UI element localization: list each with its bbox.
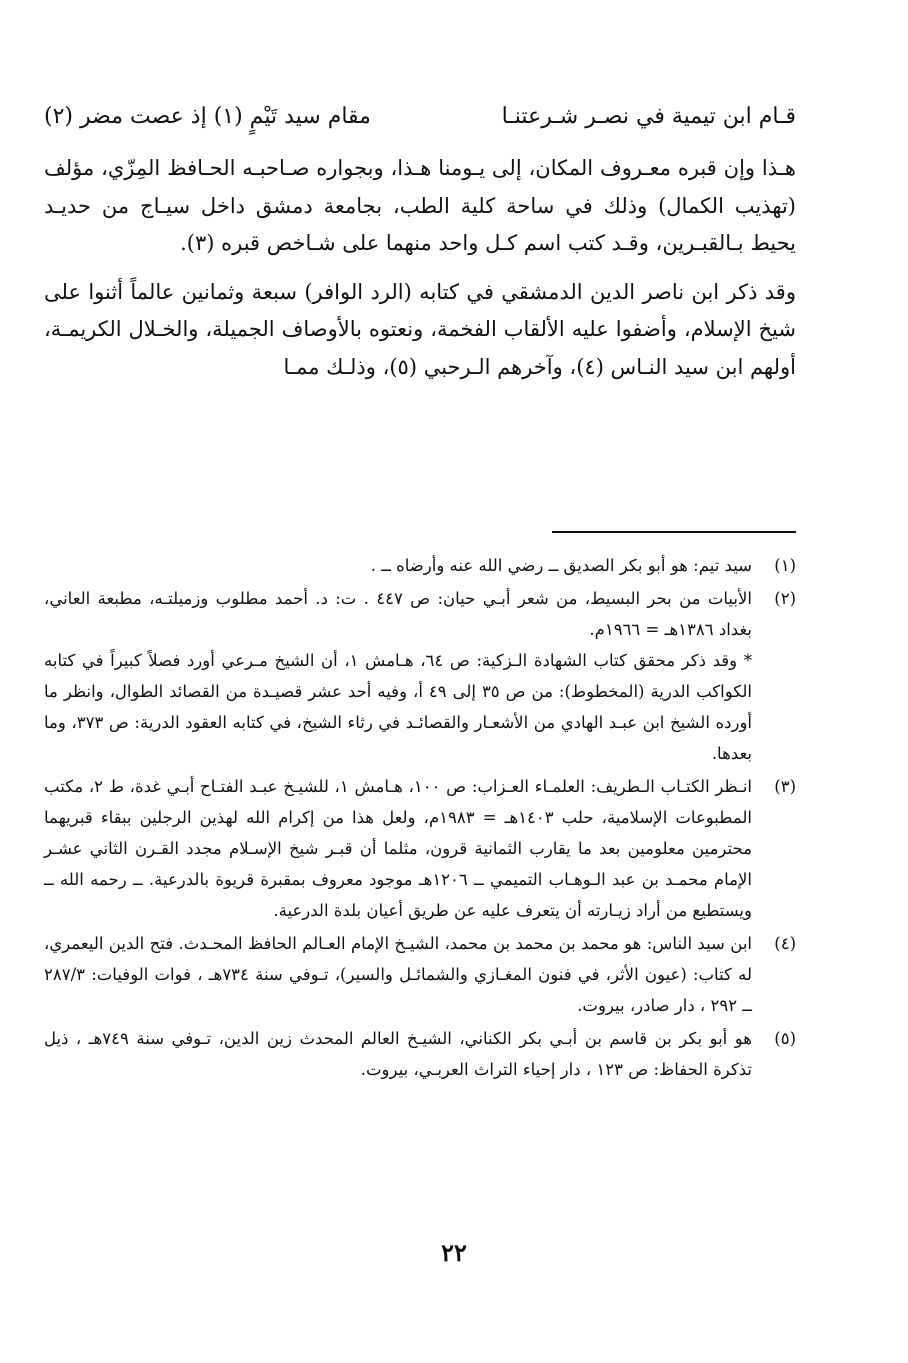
paragraph-scholars: وقد ذكر ابن ناصر الدين الدمشقي في كتابه (الرد الوافر) سبعة وثمانين عالماً أثنوا على شيخ الإسلام، وأضفوا عليه الألقاب الفخمة، ونعتوه بالأوصاف الجميلة، والخـلال الكريمـة، أولهم ابن سيد النـاس (٤)، وآخرهم الـرحبي (٥)، وذلـك ممـا bbox=[44, 279, 796, 379]
footnote-line: انـظر الكتـاب الـطريف: العلمـاء العـزاب: ص ١٠٠، هـامش ١، للشيـخ عبـد الفتـاح أبـي غدة، ط ٢، مكتب المطبوعات الإسلامية، حلب ١٤٠٣هـ = ١٩٨٣م، ولعل هذا من إكرام الله لهذين الرجلين ببقاء قبريهما محترمين معلومين بعد ما يقارب الثمانية قرون، مثلما أن قبـر شيخ الإسـلام مجدد القـرن الثاني عشـر الإمام محمـد بن عبد الـوهـاب التميمي ــ ١٢٠٦هـ موجود معروف بمقبرة قريوة بالدرعية. ــ رحمه الله ــ ويستطيع من أراد زيـارته أن يتعرف عليه عن طريق أعيان بلدة الدرعية. bbox=[44, 777, 753, 920]
page-number: ٢٢ bbox=[441, 1238, 467, 1267]
footnote-text bbox=[44, 550, 752, 581]
main-text bbox=[44, 96, 796, 386]
footnote-line: سيد تيم: هو أبو بكر الصديق ــ رضي الله عنه وأرضاه ــ . bbox=[370, 556, 752, 575]
paragraph-grave: هـذا وإن قبره معـروف المكان، إلى يـومنا هـذا، وبجواره صـاحبـه الحـافظ المِزّي، مؤلف (تهذيب الكمال) وذلك في ساحة كلية الطب، بجامعة دمشق داخل سيـاج من حديـد يحيط بـالقبـرين، وقـد كتب اسم كـل واحد منهما على شـاخص قبره (٣). bbox=[44, 156, 796, 255]
footnote-number: (١) bbox=[774, 556, 796, 575]
verse-second-hemistich: مقام سيد تَيْمٍ (١) إذ عصت مضر (٢) bbox=[44, 104, 371, 129]
footnote-number: (٢) bbox=[774, 589, 796, 608]
footnote-line: هو أبو بكر بن قاسم بن أبـي بكر الكناني، الشيـخ العالم المحدث زين الدين، تـوفي سنة ٧٤٩هـ ، ذيل تذكرة الحفاظ: ص ١٢٣ ، دار إحياء التراث العربـي، بيروت. bbox=[44, 1029, 752, 1079]
footnote-text bbox=[44, 928, 752, 1021]
footnote-text bbox=[44, 1023, 752, 1085]
verse-first-hemistich: قـام ابن تيمية في نصـر شـرعتنـا bbox=[501, 104, 796, 129]
footnote-3 bbox=[44, 771, 796, 926]
footnote-1 bbox=[44, 550, 796, 581]
footnote-number: (٥) bbox=[774, 1029, 796, 1048]
footnotes bbox=[44, 550, 796, 1085]
footnote-line: الأبيات من بحر البسيط، من شعر أبـي حيان: ص ٤٤٧ . ت: د. أحمد مطلوب وزميلتـه، مطبعة العاني، بغداد ١٣٨٦هـ = ١٩٦٦م. bbox=[44, 589, 752, 639]
footnote-line: ابن سيد الناس: هو محمد بن محمد بن محمد، الشيـخ الإمام العـالم الحافظ المحـدث. فتح الدين اليعمري، له كتاب: (عيون الأثر، في فنون المغـازي والشمائـل والسير)، تـوفي سنة ٧٣٤هـ ، فوات الوفيات: ٢٨٧/٣ ــ ٢٩٢ ، دار صادر، بيروت. bbox=[44, 934, 752, 1015]
footnote-5 bbox=[44, 1023, 796, 1085]
footnote-number: (٤) bbox=[774, 934, 796, 953]
footnote-number: (٣) bbox=[774, 777, 796, 796]
footnote-separator bbox=[552, 531, 796, 533]
footnote-text bbox=[44, 583, 752, 769]
footnote-2 bbox=[44, 583, 796, 769]
footnote-text bbox=[44, 771, 752, 926]
footnote-4 bbox=[44, 928, 796, 1021]
footnote-line: * وقد ذكر محقق كتاب الشهادة الـزكية: ص ٦٤، هـامش ١، أن الشيخ مـرعي أورد فصلاً كبيراً في كتابه الكواكب الدرية (المخطوط): من ص ٣٥ إلى ٤٩ أ، وفيه أحد عشر قصيـدة من القصائد الطوال، وانظر ما أورده الشيخ ابن عبـد الهادي من الأشعـار والقصائـد في رثاء الشيخ، في كتابه العقود الدرية: ص ٣٧٣، وما بعدها. bbox=[44, 651, 753, 763]
poem-verse bbox=[44, 96, 796, 138]
